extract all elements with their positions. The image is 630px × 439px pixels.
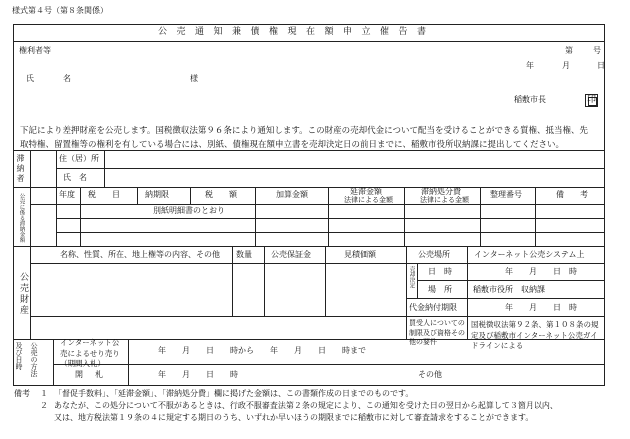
frame-left <box>13 24 14 386</box>
form-number: 様式第４号（第８条関係） <box>12 6 108 15</box>
rule-property-top <box>13 246 605 247</box>
col-tax-amount: 税 額 <box>205 190 237 199</box>
tax-row-rule1 <box>56 218 605 219</box>
prop-col-venue <box>406 246 407 340</box>
tax-col7 <box>404 187 405 246</box>
col-deposit: 公売保証金 <box>271 250 311 259</box>
datetime-label: 日 時 <box>428 267 452 276</box>
delinquent-mid-rule <box>56 168 604 169</box>
seal-char: 印 <box>587 95 597 105</box>
auction-period: 年 月 日 時から 年 月 日 時まで <box>158 346 366 355</box>
issuer: 稲敷市長 <box>514 95 546 104</box>
col-tax-item: 税 目 <box>88 190 120 199</box>
honorific: 様 <box>190 74 198 83</box>
date-day: 日 <box>597 61 605 70</box>
other-label: その他 <box>418 370 442 379</box>
col-late-fee-sub: 法律による金額 <box>344 196 393 204</box>
attachment-note: 別紙明細書のとおり <box>153 206 225 215</box>
method-internet-auction: インターネット公売によるせり売り（期間入札） <box>60 338 120 368</box>
delinquent-side-label: 滞納者 <box>16 154 25 184</box>
prop-value-rule <box>467 246 468 340</box>
page-title: 公売通知兼債権現在額申立催告書 <box>158 27 436 37</box>
place-label: 場 所 <box>428 285 452 294</box>
frame-right <box>604 24 605 386</box>
col-remarks: 備 考 <box>556 190 588 199</box>
tax-header-rule <box>30 204 605 205</box>
footnote-2-text-a: あなたが、この処分について不服があるときは、行政不服審査法第２条の規定により、この通知を受けた日の翌日から起算して３箇月以内、 <box>54 401 558 410</box>
venue-value: インターネット公売システム上 <box>474 250 585 259</box>
notice-line1: 下記により差押財産を公売します。国税徴収法第９６条により通知します。この財産の売却代金について配当を受けることができる質権、抵当権、先 <box>20 126 588 136</box>
sched-col2 <box>128 339 129 386</box>
col-disposition-fee: 滞納処分費 <box>421 187 461 196</box>
addressee-name-label: 氏 <box>26 74 34 83</box>
footnote-1-number: １ <box>40 389 48 398</box>
tax-col6 <box>328 187 329 246</box>
tax-col5 <box>255 187 256 246</box>
tax-row-rule2 <box>56 232 605 233</box>
buyer-qualification-value: 国税徴収法第９２条、第１０８条の規定及び稲敷市インターネット公売ガイドラインによる <box>471 320 599 350</box>
date-month: 月 <box>562 61 570 70</box>
prop-col-qty <box>232 246 233 316</box>
tax-side-label: 公売に係る滞納金額 <box>18 193 25 243</box>
place-value: 稲敷市役所 収納課 <box>473 285 545 294</box>
col-estimate: 見積価額 <box>344 250 376 259</box>
property-side-label: 公売財産 <box>18 272 28 316</box>
rule-tax-top <box>13 187 605 188</box>
col-due-date: 納期限 <box>145 190 169 199</box>
number-suffix: 号 <box>593 46 601 55</box>
schedule-side-label1: 公売の方法 <box>30 342 38 377</box>
tax-col2 <box>80 187 81 246</box>
prop-place-rule <box>406 298 605 299</box>
tax-col9 <box>535 187 536 246</box>
frame-bottom <box>13 385 605 386</box>
prop-col-deposit <box>264 246 265 316</box>
delinquent-name-label: 氏 名 <box>63 173 87 182</box>
method-bid-opening: 開 札 <box>75 370 105 379</box>
payment-deadline-label: 代金納付期限 <box>409 303 457 312</box>
footnote-label: 備考 <box>14 389 30 398</box>
title-rule <box>13 41 605 42</box>
col-late-fee: 延滞金額 <box>350 187 382 196</box>
side-column-rule <box>30 150 31 340</box>
col-surcharge: 加算金額 <box>276 190 308 199</box>
sale-decision-label: 売却決定 <box>408 266 415 288</box>
prop-col-estimate <box>325 246 326 316</box>
sched-col1 <box>53 339 54 386</box>
buyer-qualification-label: 買受人についての制限及び資格その他の要件 <box>409 319 465 346</box>
col-description: 名称、性質、所在、地上権等の内容、その他 <box>60 250 220 259</box>
col-ref-no: 整理番号 <box>490 190 522 199</box>
prop-payment-rule <box>30 316 605 317</box>
payment-deadline-value: 年 月 日 時 <box>505 303 577 312</box>
prop-datetime-rule <box>417 280 605 281</box>
tax-col4 <box>190 187 191 204</box>
tax-col8 <box>480 187 481 246</box>
schedule-side-label2: 及び日時 <box>15 342 23 370</box>
footnote-2-text-b: 又は、地方税法第１９条の４に規定する期日のうち、いずれか早いほうの期限までに稲敷市に対して審査請求をすることができます。 <box>54 413 534 422</box>
col-disposition-fee-sub: 法律による金額 <box>420 196 469 204</box>
tax-col1 <box>56 187 57 246</box>
date-year: 年 <box>526 61 534 70</box>
footnote-2-number: ２ <box>40 401 48 410</box>
tax-col3 <box>137 187 138 204</box>
opening-datetime: 年 月 日 時 <box>158 370 238 379</box>
number-prefix: 第 <box>565 46 573 55</box>
official-seal <box>585 94 598 107</box>
address-label: 住（居）所 <box>59 154 99 163</box>
footnote-1-text: 「督促手数料」、「延滞金額」、「滞納処分費」欄に掲げた金額は、この書類作成の日までのものです。 <box>54 389 414 398</box>
datetime-value: 年 月 日 時 <box>505 267 577 276</box>
addressee-name-label2: 名 <box>63 74 71 83</box>
notice-line2: 取特権、留置権等の権利を有している場合には、別紙、債権現在額申立書を売却決定日の前日までに、稲敷市役所収納課に提出してください。 <box>20 140 565 150</box>
frame-top <box>13 24 605 25</box>
col-quantity: 数量 <box>236 250 252 259</box>
col-year: 年度 <box>59 190 75 199</box>
venue-label: 公売場所 <box>418 250 450 259</box>
sched-right-rule <box>406 364 605 365</box>
prop-header-rule <box>30 263 605 264</box>
creditor-label: 権利者等 <box>19 46 51 55</box>
